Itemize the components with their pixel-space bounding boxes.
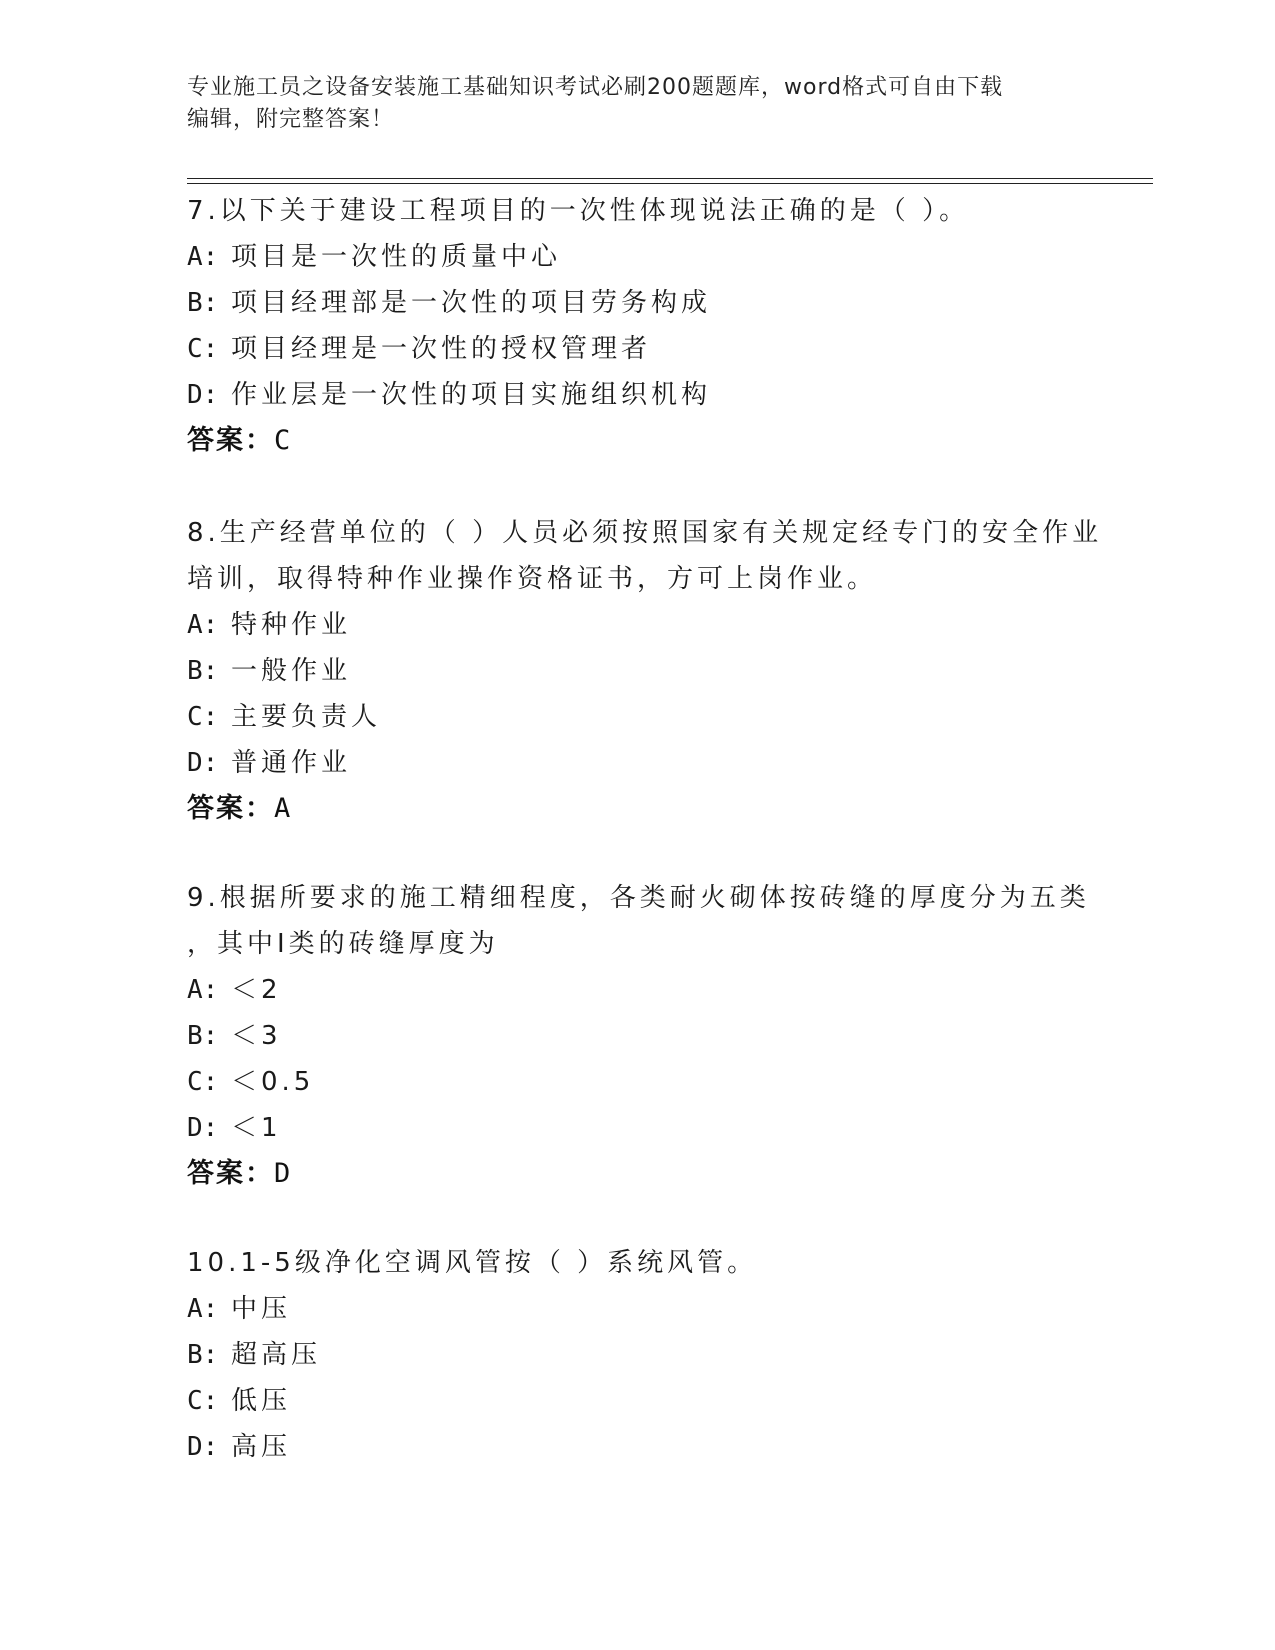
answer-label: 答案： <box>187 425 274 456</box>
option-b <box>187 1013 1087 1059</box>
answer <box>187 418 1087 464</box>
option-text: 普通作业 <box>231 748 352 778</box>
option-text: ＜1 <box>231 1113 282 1143</box>
option-text: ＜3 <box>231 1021 282 1051</box>
option-letter: D: <box>187 1432 219 1462</box>
option-letter: C: <box>187 702 219 732</box>
header-divider-bottom <box>187 183 1153 184</box>
option-a <box>187 602 1087 648</box>
question-stem: 9.根据所要求的施工精细程度，各类耐火砌体按砖缝的厚度分为五类 <box>187 883 1090 913</box>
option-letter: C: <box>187 1386 219 1416</box>
option-text: ＜2 <box>231 975 282 1005</box>
option-letter: C: <box>187 1067 219 1097</box>
answer-value: D <box>274 1158 293 1189</box>
option-letter: B: <box>187 288 219 318</box>
option-d <box>187 740 1087 786</box>
answer-value: C <box>274 425 293 456</box>
option-d <box>187 1424 1087 1470</box>
option-text: 项目经理部是一次性的项目劳务构成 <box>231 288 712 318</box>
option-letter: D: <box>187 748 219 778</box>
answer <box>187 786 1087 832</box>
option-letter: C: <box>187 334 219 364</box>
option-text: 作业层是一次性的项目实施组织机构 <box>231 380 712 410</box>
option-letter: A: <box>187 610 219 640</box>
option-c <box>187 1059 1087 1105</box>
option-letter: A: <box>187 975 219 1005</box>
option-letter: B: <box>187 656 219 686</box>
option-text: 主要负责人 <box>231 702 382 732</box>
option-d <box>187 1105 1087 1151</box>
option-text: 高压 <box>231 1432 292 1462</box>
option-text: ＜0.5 <box>231 1067 315 1097</box>
option-b <box>187 280 1087 326</box>
option-text: 特种作业 <box>231 610 352 640</box>
header-line-2: 编辑，附完整答案！ <box>187 107 395 132</box>
question-9 <box>187 875 1090 1197</box>
option-letter: B: <box>187 1340 219 1370</box>
option-text: 中压 <box>231 1294 292 1324</box>
question-stem-continued: ，其中Ⅰ类的砖缝厚度为 <box>187 929 499 959</box>
option-text: 项目是一次性的质量中心 <box>231 242 562 272</box>
header-line-1: 专业施工员之设备安装施工基础知识考试必刷200题题库，word格式可自由下载 <box>187 75 1004 100</box>
answer-label: 答案： <box>187 793 274 824</box>
option-d <box>187 372 1087 418</box>
option-text: 一般作业 <box>231 656 352 686</box>
question-stem: 10.1-5级净化空调风管按（ ）系统风管。 <box>187 1248 758 1278</box>
option-b <box>187 1332 1087 1378</box>
option-c <box>187 326 1087 372</box>
document-header <box>187 72 1087 136</box>
answer-value: A <box>274 793 293 824</box>
header-divider-top <box>187 178 1153 179</box>
option-letter: B: <box>187 1021 219 1051</box>
option-c <box>187 1378 1087 1424</box>
question-10 <box>187 1240 1087 1470</box>
answer-label: 答案： <box>187 1158 274 1189</box>
question-7 <box>187 188 1087 464</box>
question-stem: 8.生产经营单位的（ ）人员必须按照国家有关规定经专门的安全作业 <box>187 518 1103 548</box>
option-a <box>187 967 1087 1013</box>
option-letter: D: <box>187 380 219 410</box>
option-b <box>187 648 1087 694</box>
option-letter: D: <box>187 1113 219 1143</box>
question-stem: 7.以下关于建设工程项目的一次性体现说法正确的是（ ）。 <box>187 196 970 226</box>
question-stem-continued: 培训，取得特种作业操作资格证书，方可上岗作业。 <box>187 564 878 594</box>
option-text: 低压 <box>231 1386 292 1416</box>
option-a <box>187 1286 1087 1332</box>
option-c <box>187 694 1087 740</box>
option-text: 超高压 <box>231 1340 322 1370</box>
question-8 <box>187 510 1103 832</box>
option-letter: A: <box>187 1294 219 1324</box>
option-a <box>187 234 1087 280</box>
option-letter: A: <box>187 242 219 272</box>
option-text: 项目经理是一次性的授权管理者 <box>231 334 652 364</box>
answer <box>187 1151 1087 1197</box>
